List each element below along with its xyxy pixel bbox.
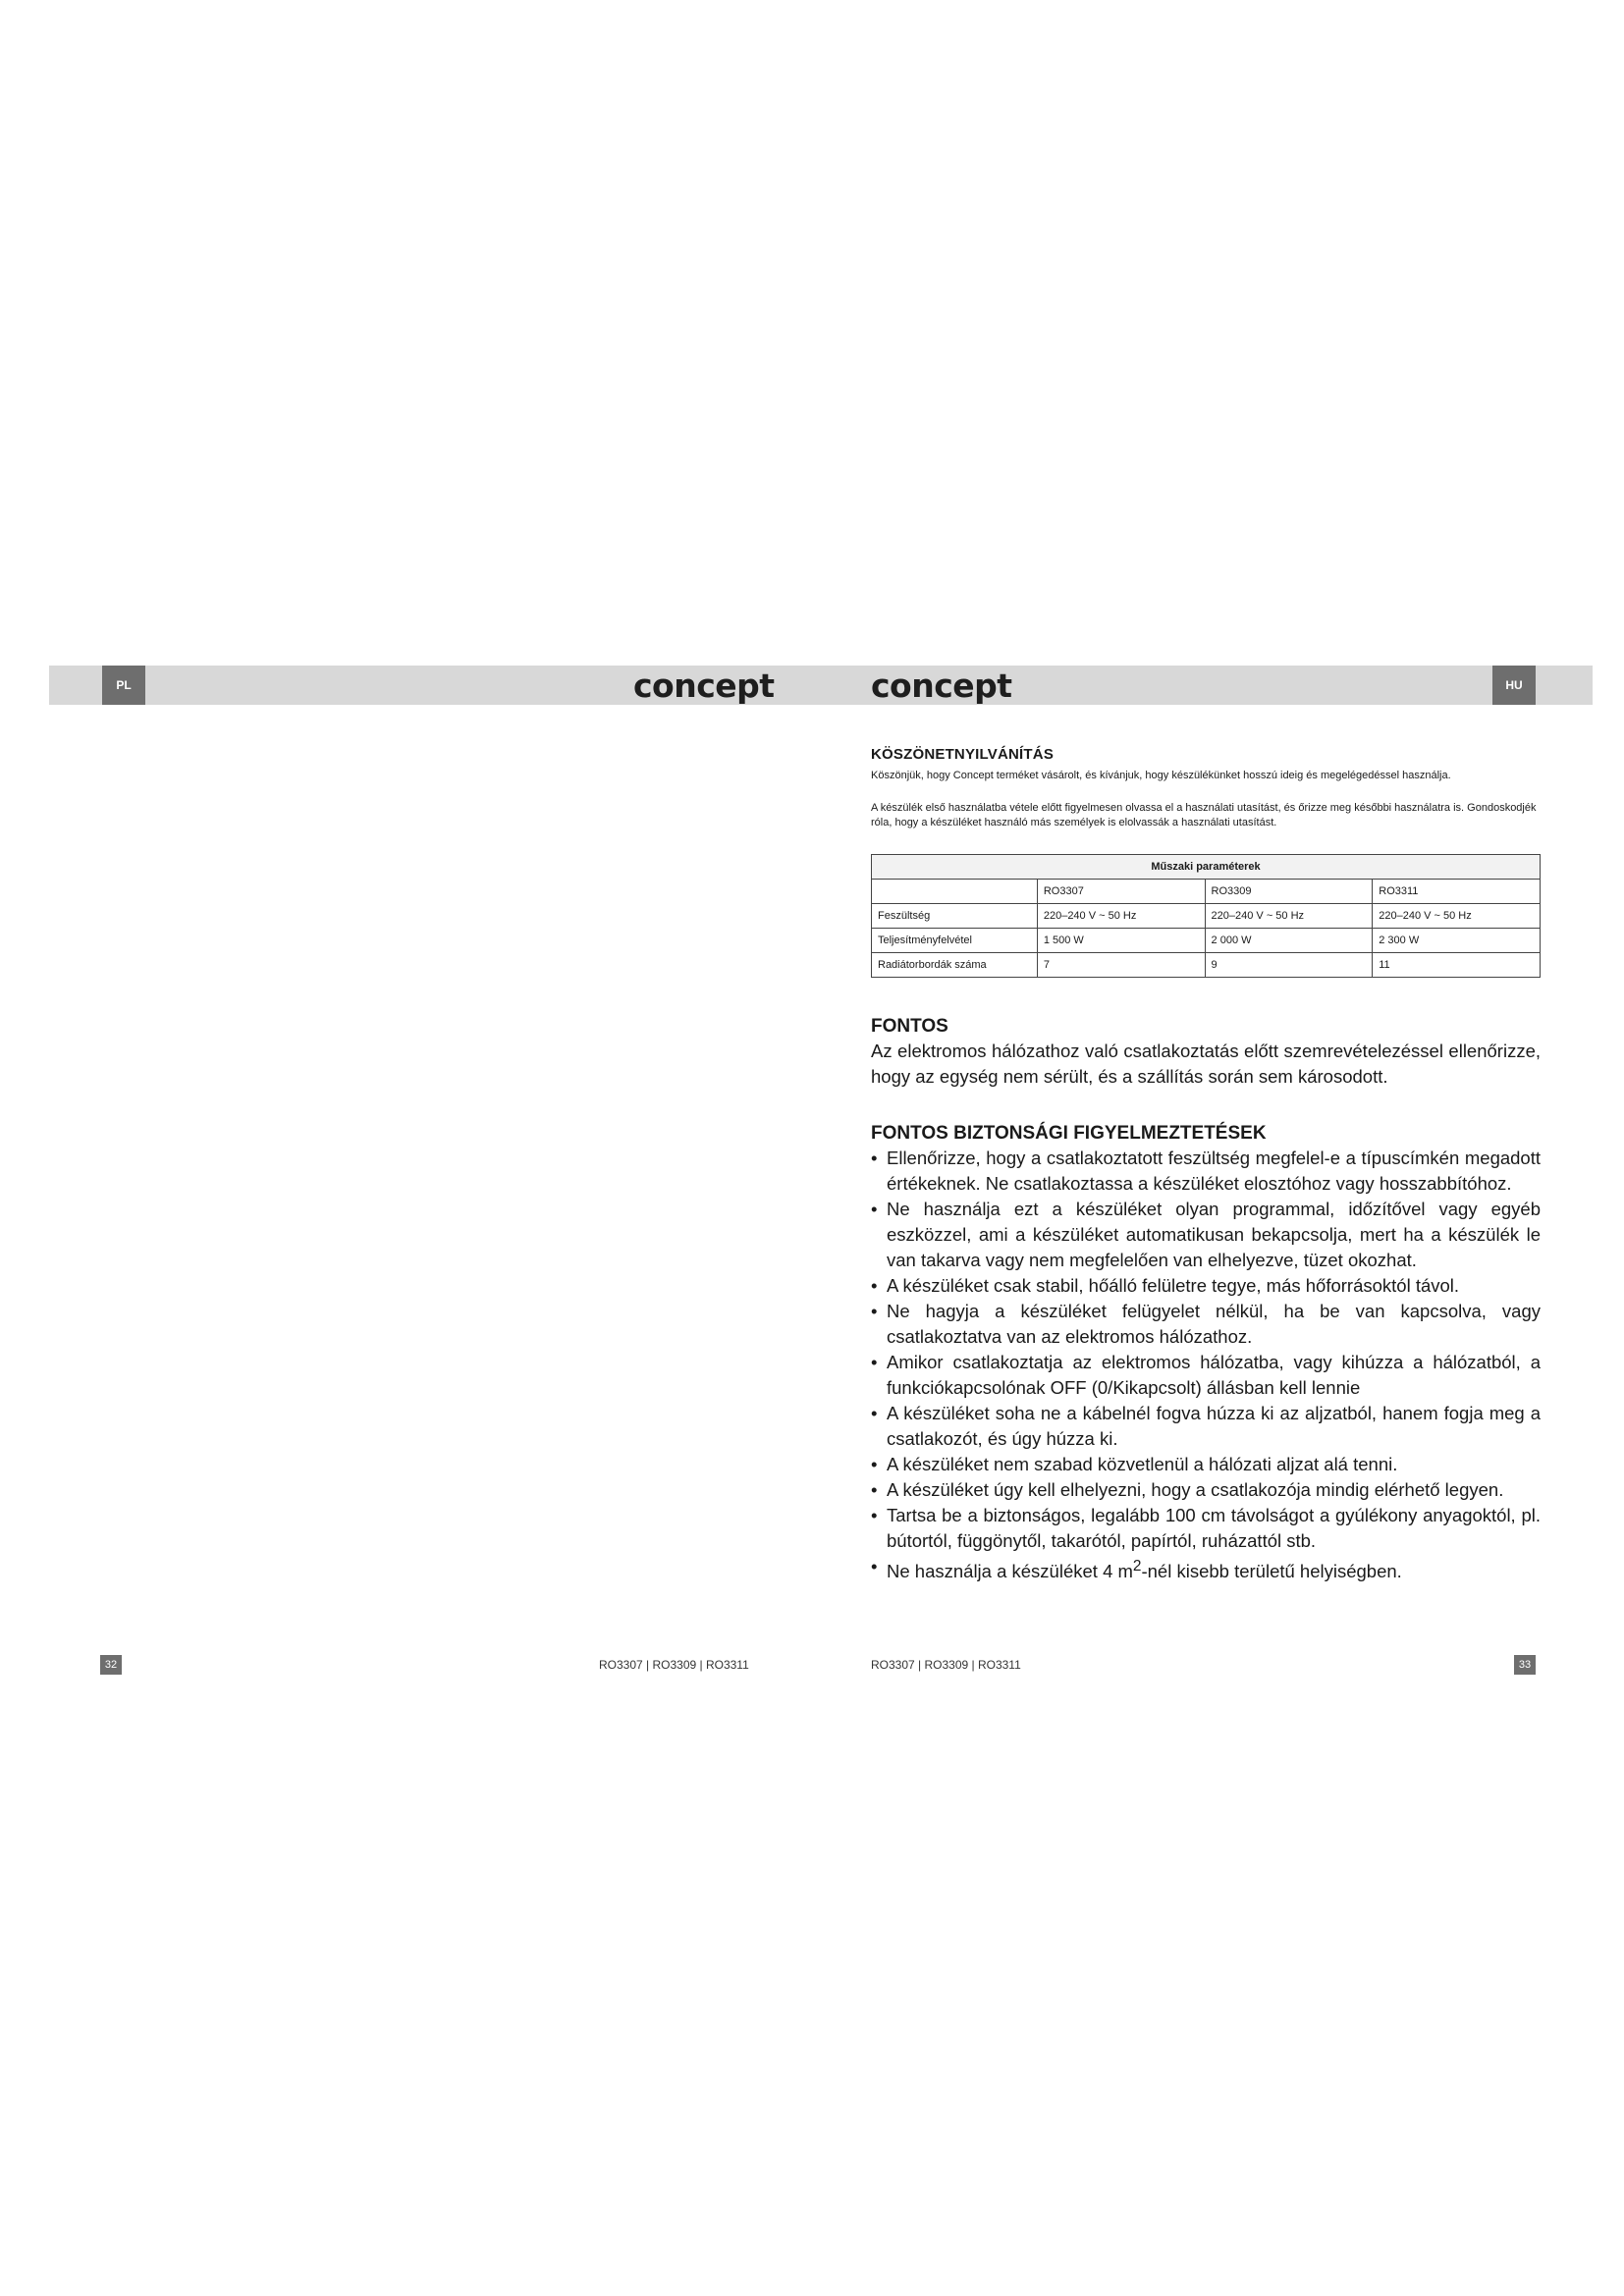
list-item: • Ne használja ezt a készüléket olyan programmal, időzítővel vagy egyéb eszközzel, ami a készüléket automatikusan bekapcsolja, mert ha a készülék le van takarva vagy nem megfelelően van elhelyezve, tüzet okozhat. bbox=[871, 1197, 1541, 1273]
model-header: RO3311 bbox=[1373, 880, 1541, 904]
list-item: • A készüléket úgy kell elhelyezni, hogy a csatlakozója mindig elérhető legyen. bbox=[871, 1477, 1541, 1503]
cell-value: 11 bbox=[1373, 953, 1541, 978]
important-paragraph: Az elektromos hálózathoz való csatlakoztatás előtt szemrevételezéssel ellenőrizze, hogy az egység nem sérült, és a szállítás során sem károsodott. bbox=[871, 1041, 1541, 1087]
list-item: • A készüléket csak stabil, hőálló felületre tegye, más hőforrásoktól távol. bbox=[871, 1273, 1541, 1299]
spec-header-row bbox=[872, 880, 1541, 904]
cell-value: 9 bbox=[1205, 953, 1373, 978]
cell-value: 2 300 W bbox=[1373, 929, 1541, 953]
page-number-right: 33 bbox=[1514, 1655, 1536, 1675]
language-badge-right: HU bbox=[1492, 666, 1536, 705]
brand-logo-left: concept bbox=[633, 666, 775, 705]
model-header: RO3309 bbox=[1205, 880, 1373, 904]
list-item: • Ellenőrizze, hogy a csatlakoztatott feszültség megfelel-e a típuscímkén megadott értékeknek. Ne csatlakoztassa a készüléket elosztóhoz vagy hosszabbítóhoz. bbox=[871, 1146, 1541, 1197]
list-item-text: -nél kisebb területű helyiségben. bbox=[1141, 1561, 1402, 1582]
footer-models-right: RO3307 | RO3309 | RO3311 bbox=[871, 1658, 1021, 1672]
row-label: Feszültség bbox=[872, 904, 1038, 929]
table-row bbox=[872, 929, 1541, 953]
safety-warnings-list bbox=[871, 1146, 1541, 1584]
instructions-paragraph: A készülék első használatba vétele előtt figyelmesen olvassa el a használati utasítást, és őrizze meg későbbi használatra is. Gondoskodjék róla, hogy a készüléket használó más személyek is elolvassák a használati utasítást. bbox=[871, 802, 1537, 828]
list-item: • Amikor csatlakoztatja az elektromos hálózatba, vagy kihúzza a hálózatból, a funkciókapcsolónak OFF (0/Kikapcsolt) állásban kell lennie bbox=[871, 1350, 1541, 1401]
cell-value: 220–240 V ~ 50 Hz bbox=[1373, 904, 1541, 929]
list-item: • Tartsa be a biztonságos, legalább 100 cm távolságot a gyúlékony anyagoktól, pl. bútortól, függönytől, takarótól, papírtól, ruházattól stb. bbox=[871, 1503, 1541, 1554]
list-item: • Ne hagyja a készüléket felügyelet nélkül, ha be van kapcsolva, vagy csatlakoztatva van az elektromos hálózathoz. bbox=[871, 1299, 1541, 1350]
cell-value: 1 500 W bbox=[1037, 929, 1205, 953]
table-row bbox=[872, 953, 1541, 978]
page-content-hu bbox=[871, 746, 1541, 1584]
thanks-paragraph: Köszönjük, hogy Concept terméket vásárolt, és kívánjuk, hogy készülékünket hosszú ideig és megelégedéssel használja. bbox=[871, 770, 1451, 781]
thanks-heading: KÖSZÖNETNYILVÁNÍTÁS bbox=[871, 746, 1055, 763]
cell-value: 7 bbox=[1037, 953, 1205, 978]
list-item bbox=[871, 1554, 1541, 1584]
superscript: 2 bbox=[1132, 1558, 1142, 1575]
list-item: • A készüléket nem szabad közvetlenül a hálózati aljzat alá tenni. bbox=[871, 1452, 1541, 1477]
language-badge-left: PL bbox=[102, 666, 145, 705]
footer-models-left: RO3307 | RO3309 | RO3311 bbox=[599, 1658, 749, 1672]
spec-empty-cell bbox=[872, 880, 1038, 904]
spec-table-caption: Műszaki paraméterek bbox=[872, 855, 1541, 880]
cell-value: 220–240 V ~ 50 Hz bbox=[1205, 904, 1373, 929]
important-heading: FONTOS bbox=[871, 1016, 948, 1037]
list-item-text: Ne használja a készüléket 4 m bbox=[887, 1561, 1133, 1582]
cell-value: 2 000 W bbox=[1205, 929, 1373, 953]
cell-value: 220–240 V ~ 50 Hz bbox=[1037, 904, 1205, 929]
list-item: • A készüléket soha ne a kábelnél fogva húzza ki az aljzatból, hanem fogja meg a csatlakozót, és úgy húzza ki. bbox=[871, 1401, 1541, 1452]
spec-table bbox=[871, 854, 1541, 978]
row-label: Teljesítményfelvétel bbox=[872, 929, 1038, 953]
header-bar bbox=[49, 666, 1593, 705]
model-header: RO3307 bbox=[1037, 880, 1205, 904]
brand-logo-right: concept bbox=[871, 666, 1012, 705]
safety-warnings-heading: FONTOS BIZTONSÁGI FIGYELMEZTETÉSEK bbox=[871, 1123, 1267, 1144]
table-row bbox=[872, 904, 1541, 929]
page-number-left: 32 bbox=[100, 1655, 122, 1675]
row-label: Radiátorbordák száma bbox=[872, 953, 1038, 978]
